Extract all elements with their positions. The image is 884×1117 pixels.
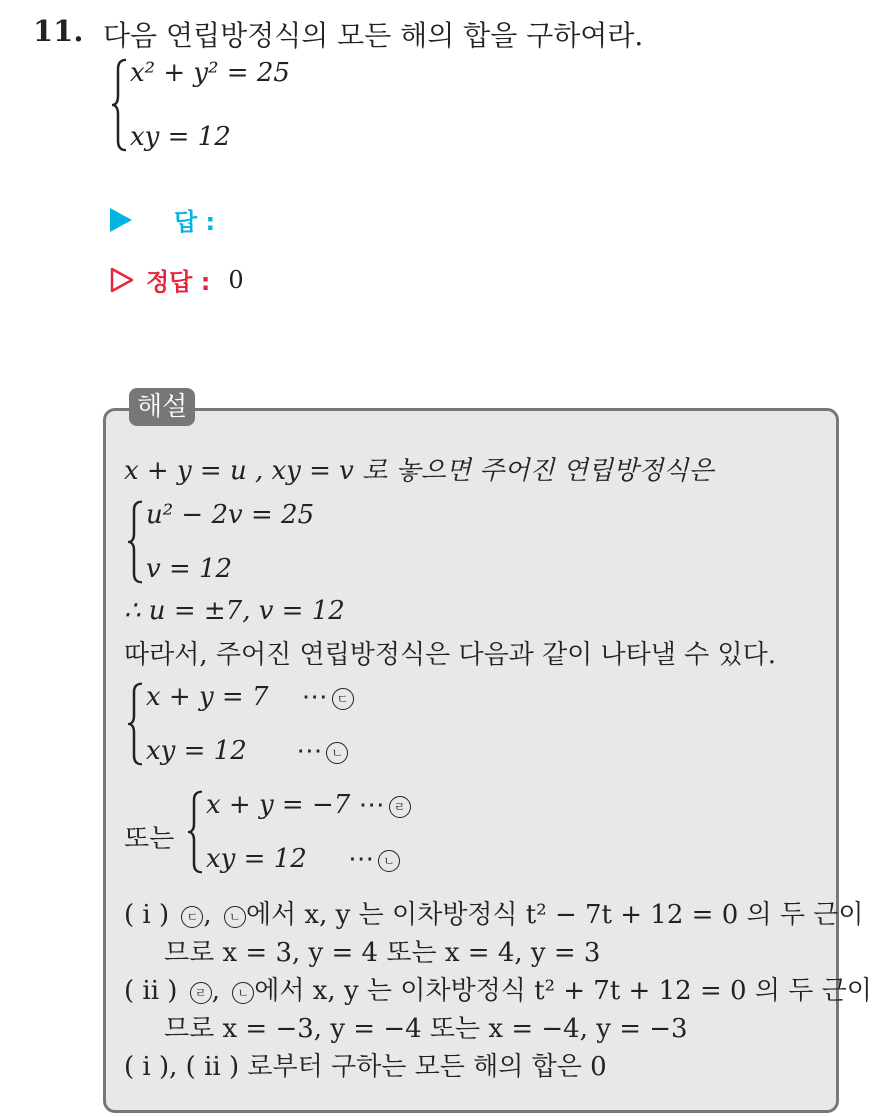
ellipsis: ⋯ bbox=[358, 790, 385, 820]
play-filled-icon bbox=[110, 208, 132, 232]
sys3-eq-2: xy = 12 bbox=[206, 844, 307, 874]
case-1-text: 에서 x, y 는 이차방정식 t² − 7t + 12 = 0 의 두 근이 bbox=[245, 900, 864, 930]
ellipsis: ⋯ bbox=[296, 736, 323, 766]
circled-label: ㄴ bbox=[326, 742, 348, 764]
question-text: 다음 연립방정식의 모든 해의 합을 구하여라. bbox=[103, 19, 644, 52]
question-system bbox=[110, 58, 290, 152]
left-brace-icon bbox=[126, 500, 146, 584]
ellipsis: ⋯ bbox=[348, 844, 375, 874]
correct-answer-row bbox=[110, 262, 244, 297]
correct-answer-value: 0 bbox=[228, 265, 244, 294]
circled-label: ㄷ bbox=[181, 906, 203, 928]
case-1-label: ( i ) bbox=[124, 900, 170, 930]
solution-line-1: x + y = u , xy = v 로 놓으면 주어진 연립방정식은 bbox=[124, 456, 714, 486]
case-2-label: ( ii ) bbox=[124, 976, 178, 1006]
case-2-text: 에서 x, y 는 이차방정식 t² + 7t + 12 = 0 의 두 근이 bbox=[254, 976, 872, 1006]
circled-label: ㄴ bbox=[232, 982, 254, 1004]
solution-system-2 bbox=[126, 682, 354, 766]
case-1-cont: 므로 x = 3, y = 4 또는 x = 4, y = 3 bbox=[164, 938, 601, 968]
sys2-eq-2: xy = 12 bbox=[146, 736, 247, 766]
system-equation-1: x² + y² = 25 bbox=[130, 58, 290, 88]
case-2-cont: 므로 x = −3, y = −4 또는 x = −4, y = −3 bbox=[164, 1014, 688, 1044]
circled-label: ㄹ bbox=[389, 796, 411, 818]
left-brace-icon bbox=[186, 790, 206, 874]
solution-line-2: ∴ u = ±7, v = 12 bbox=[124, 596, 345, 626]
solution-system-1 bbox=[126, 500, 314, 584]
circled-label: ㄴ bbox=[378, 850, 400, 872]
solution-sys1-eq-2: v = 12 bbox=[146, 554, 233, 584]
system-equation-2: xy = 12 bbox=[130, 122, 231, 152]
case-1: ( i ) ㄷ , ㄴ 에서 x, y 는 이차방정식 t² − 7t + 12 = 0 의 두 근이 bbox=[124, 900, 864, 930]
or-word: 또는 bbox=[124, 824, 175, 854]
answer-row bbox=[110, 202, 215, 237]
solution-sys1-eq-1: u² − 2v = 25 bbox=[146, 500, 315, 530]
circled-label: ㄷ bbox=[332, 688, 354, 710]
case-2: ( ii ) ㄹ , ㄴ 에서 x, y 는 이차방정식 t² + 7t + 12 = 0 의 두 근이 bbox=[124, 976, 872, 1006]
question-number: 11. bbox=[33, 14, 84, 48]
sys2-eq-1: x + y = 7 bbox=[146, 682, 269, 712]
conclusion: ( i ), ( ii ) 로부터 구하는 모든 해의 합은 0 bbox=[124, 1052, 607, 1082]
correct-answer-label: 정답 : bbox=[146, 268, 211, 296]
sys3-eq-1: x + y = −7 bbox=[206, 790, 351, 820]
circled-label: ㄹ bbox=[190, 982, 212, 1004]
solution-line-3: 따라서, 주어진 연립방정식은 다음과 같이 나타낼 수 있다. bbox=[124, 640, 777, 670]
play-outline-icon bbox=[110, 267, 134, 293]
answer-label: 답 : bbox=[174, 208, 216, 236]
left-brace-icon bbox=[110, 58, 130, 152]
ellipsis: ⋯ bbox=[301, 682, 328, 712]
solution-system-3 bbox=[186, 790, 411, 874]
circled-label: ㄴ bbox=[224, 906, 246, 928]
left-brace-icon bbox=[126, 682, 146, 766]
solution-tag: 해설 bbox=[129, 388, 195, 426]
